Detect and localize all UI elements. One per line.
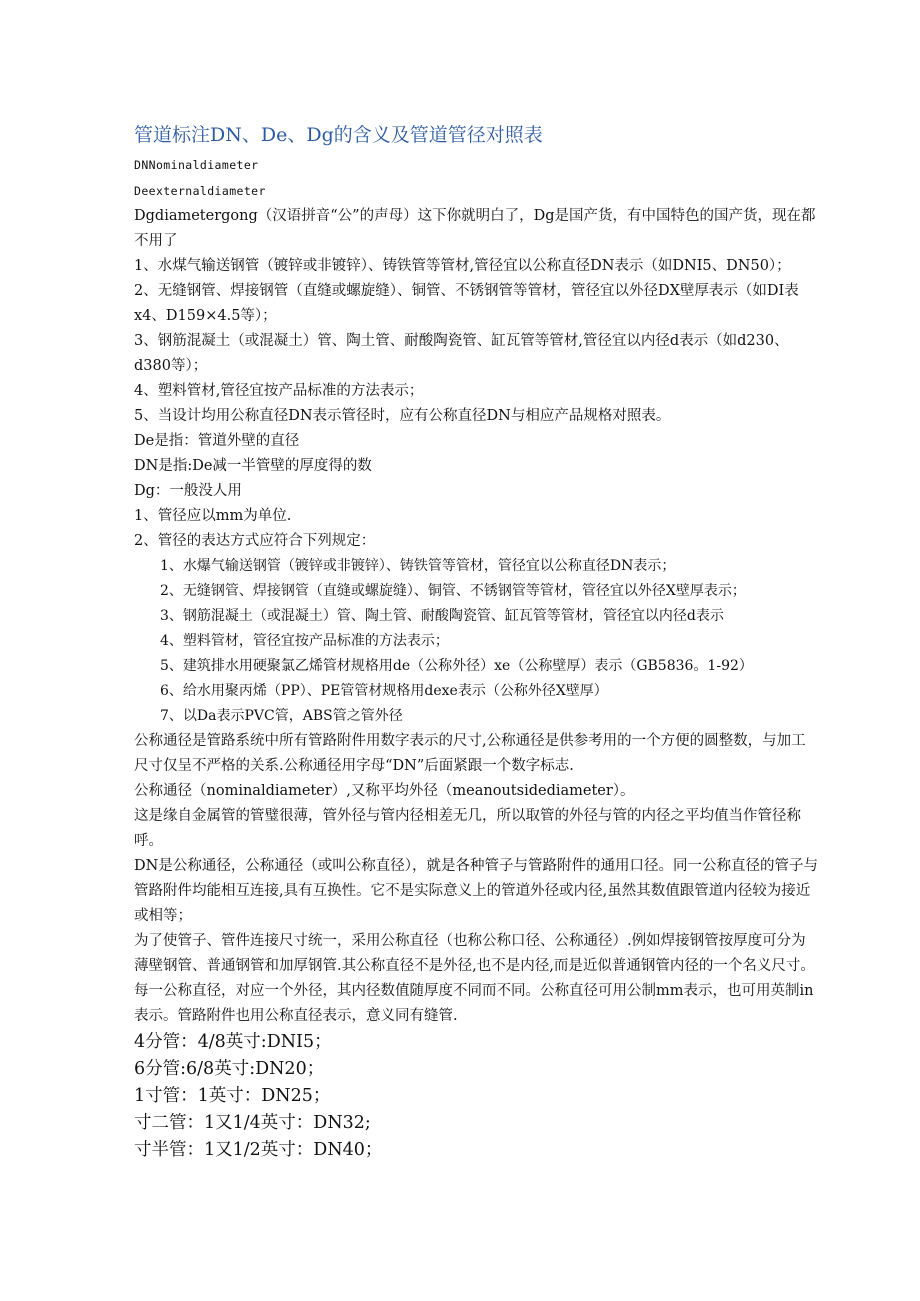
- size-row: 6分管:6/8英寸:DN20；: [134, 1059, 325, 1079]
- rule-item: 4、塑料管材,管径宜按产品标准的方法表示；: [134, 383, 424, 399]
- expression-item: 3、钢筋混凝土（或混凝土）管、陶土管、耐酸陶瓷管、缸瓦管等管材，管径宜以内径d表示: [160, 608, 724, 624]
- dn-definition: DNNominaldiameter: [134, 158, 259, 172]
- rule-item: 5、当设计均用公称直径DN表示管径时，应有公称直径DN与相应产品规格对照表。: [134, 408, 671, 424]
- expression-item: 4、塑料管材，管径宜按产品标准的方法表示；: [160, 633, 449, 649]
- expression-intro: 2、管径的表达方式应符合下列规定：: [134, 533, 376, 549]
- expression-item: 1、水爆气输送钢管（镀锌或非镀锌）、铸铁管等管材，管径宜以公称直径DN表示；: [160, 558, 676, 574]
- meaning-dg: Dg：一般没人用: [134, 483, 242, 499]
- paragraph: 这是缘自金属管的管璧很薄，管外径与管内径相差无几，所以取管的外径与管的内径之平均值当作管径称呼。: [134, 808, 801, 849]
- size-row: 4分管：4/8英寸:DNI5；: [134, 1032, 332, 1052]
- paragraph: DN是公称通径，公称通径（或叫公称直径），就是各种管子与管路附件的通用口径。同一公称直径的管子与管路附件均能相互连接,具有互换性。它不是实际意义上的管道外径或内径,虽然其数值跟管道内径较为接近或相等；: [134, 858, 819, 924]
- rule-item: 3、钢筋混凝土（或混凝土）管、陶土管、耐酸陶瓷管、缸瓦管等管材,管径宜以内径d表示（如d230、d380等）；: [134, 333, 789, 374]
- meaning-de: De是指：管道外壁的直径: [134, 433, 300, 449]
- document-title: 管道标注DN、De、Dg的含义及管道管径对照表: [134, 124, 543, 146]
- paragraph: 公称通径是管路系统中所有管路附件用数字表示的尺寸,公称通径是供参考用的一个方便的圆整数，与加工尺寸仅呈不严格的关系.公称通径用字母“DN”后面紧跟一个数字标志.: [134, 733, 806, 774]
- rule-item: 2、无缝钢管、焊接钢管（直缝或螺旋缝）、铜管、不锈钢管等管材，管径宜以外径DX壁厚表示（如DI表x4、D159×4.5等）；: [134, 283, 799, 324]
- size-row: 1寸管：1英寸：DN25；: [134, 1086, 331, 1106]
- paragraph: 为了使管子、管件连接尺寸统一，采用公称直径（也称公称口径、公称通径）.例如焊接钢管按厚度可分为薄壁钢管、普通钢管和加厚钢管.其公称直径不是外径,也不是内径,而是近似普通钢管内径的一个名义尺寸。每一公称直径，对应一个外径，其内径数值随厚度不同而不同。公称直径可用公制mm表示，也可用英制in表示。管路附件也用公称直径表示，意义同有缝管.: [134, 933, 815, 1024]
- paragraph: 公称通径（nominaldiameter）,又称平均外径（meanoutsidediameter）。: [134, 783, 635, 799]
- rule-item: 1、水煤气输送钢管（镀锌或非镀锌）、铸铁管等管材,管径宜以公称直径DN表示（如DNI5、DN50）；: [134, 258, 791, 274]
- dg-definition: Dgdiametergong（汉语拼音“公”的声母）这下你就明白了，Dg是国产货，有中国特色的国产货，现在都不用了: [134, 208, 816, 249]
- size-row: 寸二管：1又1/4英寸：DN32;: [134, 1113, 371, 1133]
- size-row: 寸半管：1又1/2英寸：DN40；: [134, 1140, 383, 1160]
- expression-item: 7、以Da表示PVC管，ABS管之管外径: [160, 708, 403, 724]
- de-definition: Deexternaldiameter: [134, 184, 266, 198]
- meaning-dn: DN是指:De减一半管壁的厚度得的数: [134, 458, 372, 474]
- expression-item: 6、给水用聚丙烯（PP）、PE管管材规格用dexe表示（公称外径X壁厚）: [160, 683, 608, 699]
- expression-item: 5、建筑排水用硬聚氯乙烯管材规格用de（公称外径）xe（公称壁厚）表示（GB5836。1-92）: [160, 658, 753, 674]
- units-rule: 1、管径应以mm为单位.: [134, 508, 292, 524]
- expression-item: 2、无缝钢管、焊接钢管（直缝或螺旋缝）、铜管、不锈钢管等管材，管径宜以外径X壁厚表示；: [160, 583, 746, 599]
